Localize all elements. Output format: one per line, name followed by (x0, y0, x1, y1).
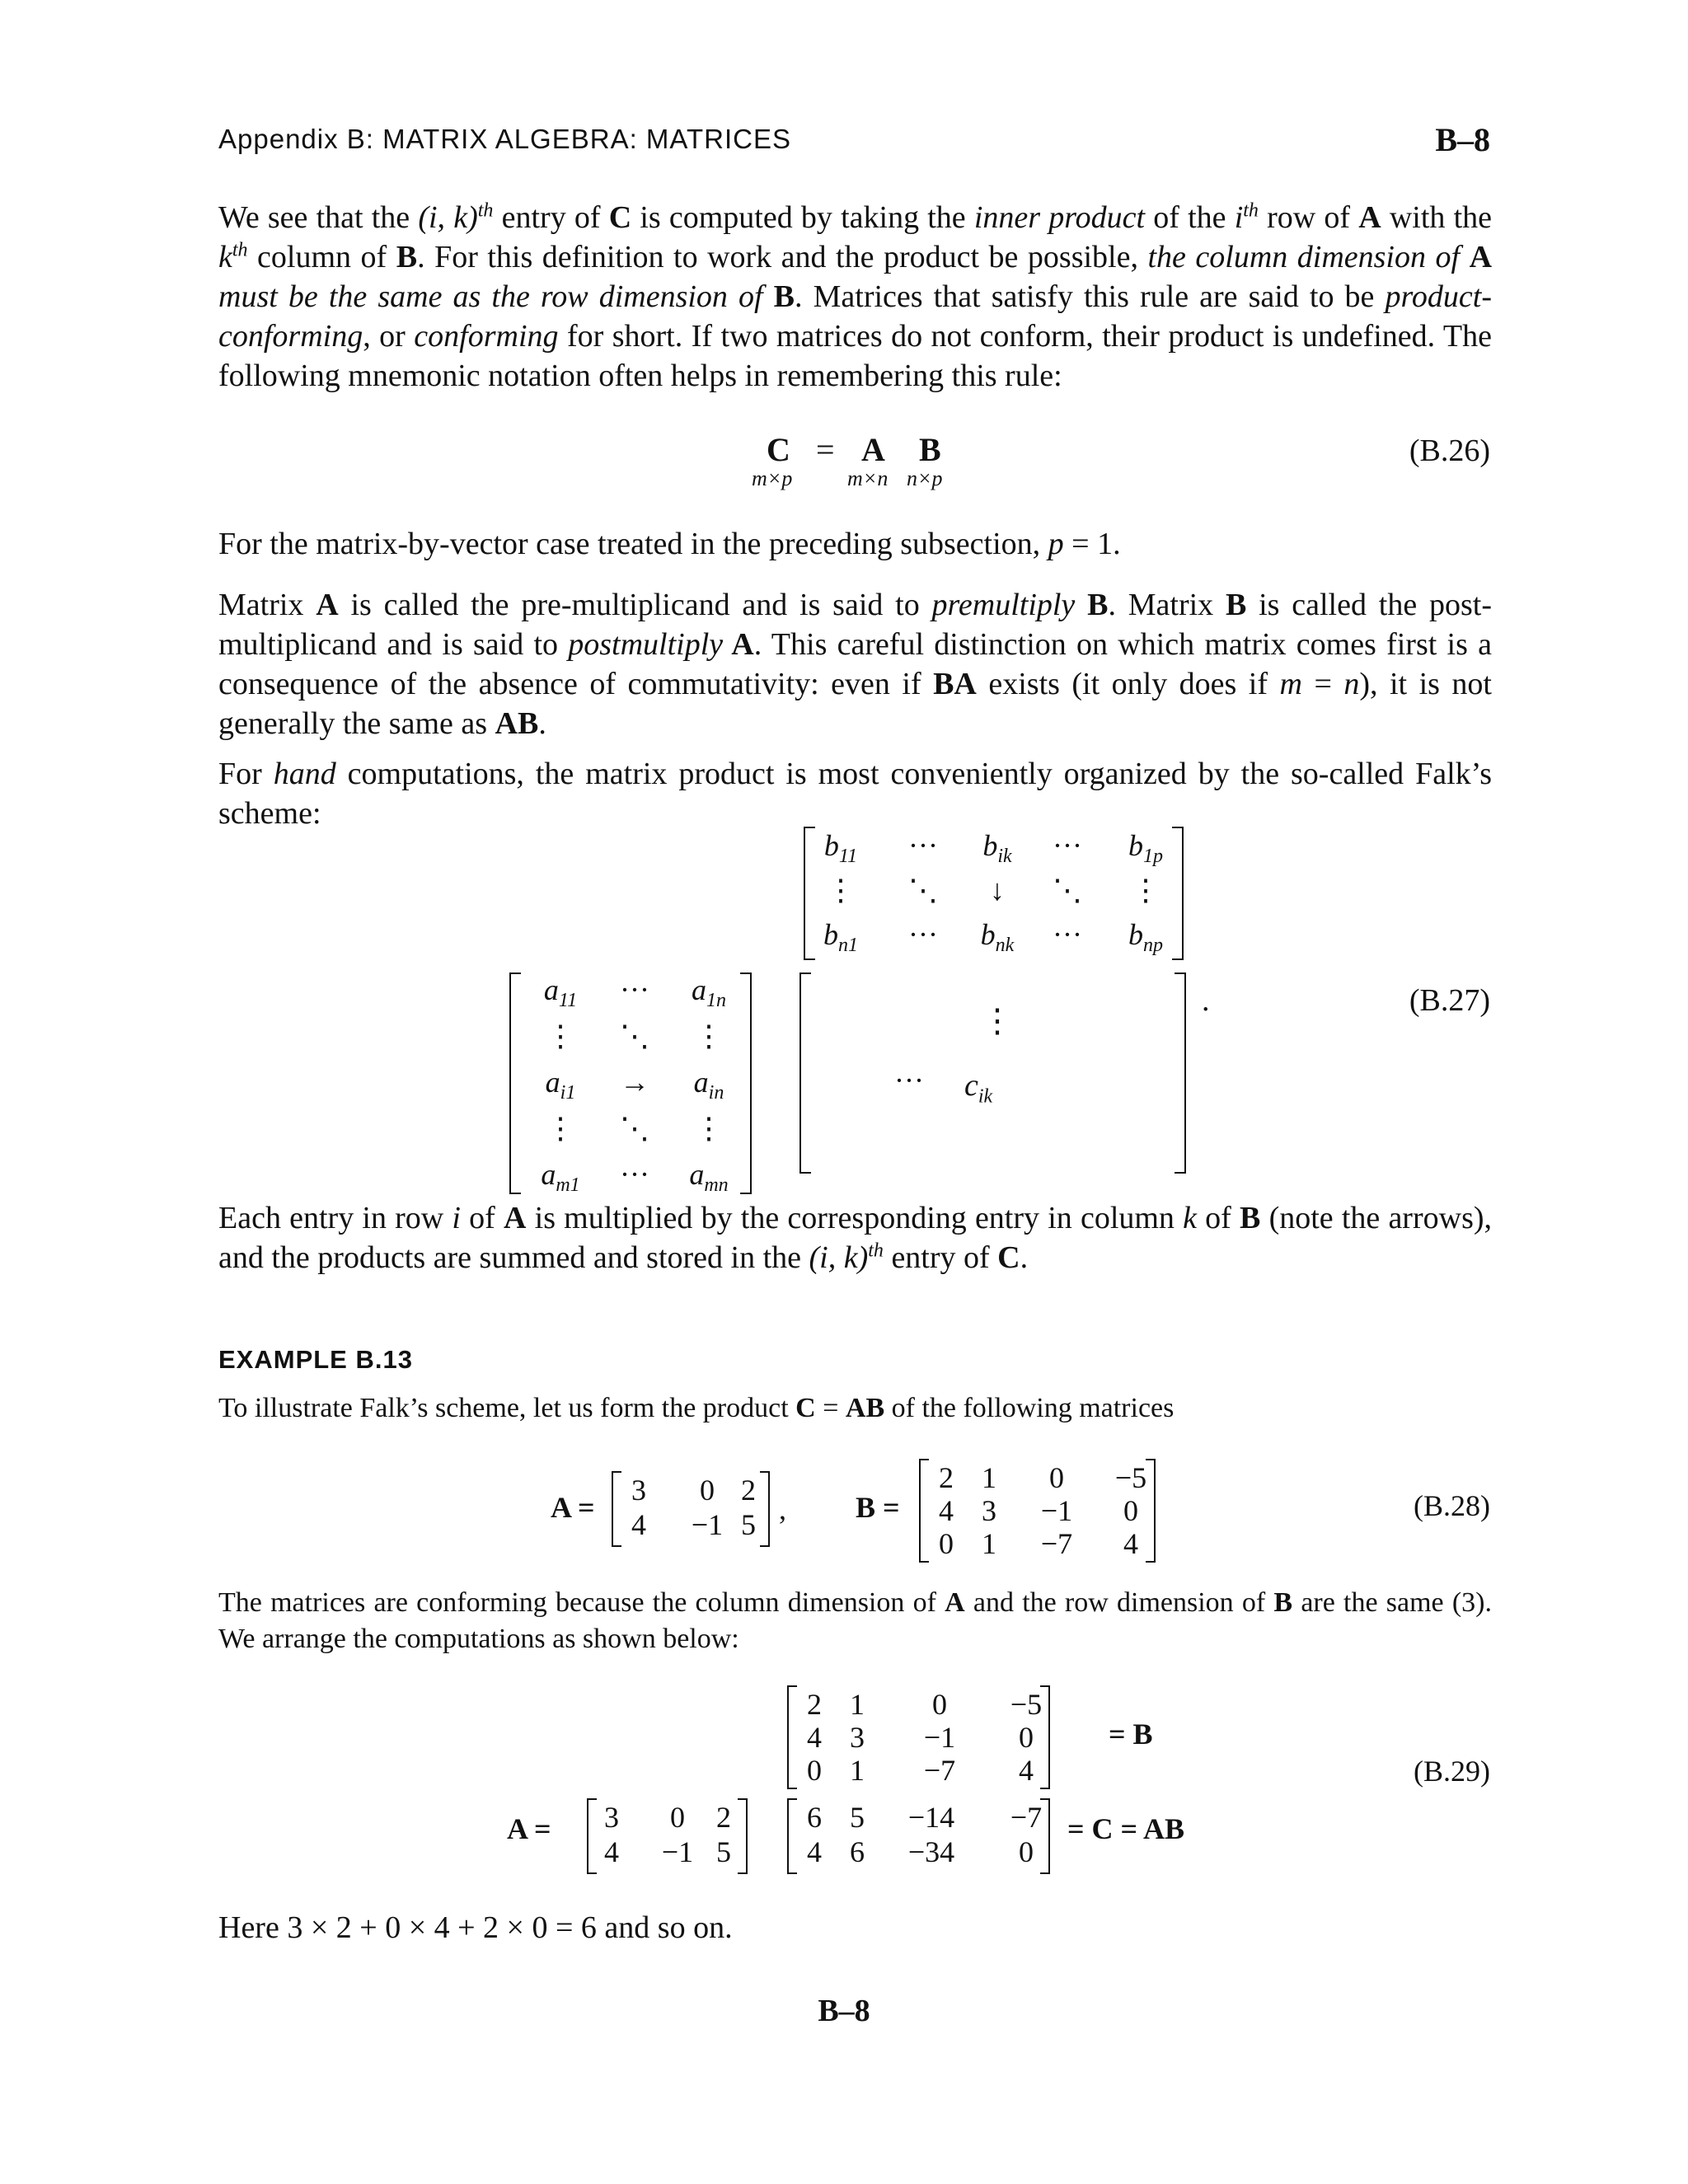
a-general-cell-r3c3: $a_{in}$ (693, 1066, 724, 1104)
matrix-b-cell-r3c3: −7 (1040, 1527, 1073, 1560)
b29-matrix-a-cell-r1c3: 2 (716, 1801, 731, 1834)
matrix-b-cell-r2c2: 3 (982, 1494, 996, 1527)
a-general-cell-r5c1: $a_{m1}$ (541, 1158, 580, 1197)
matrix-a-cell-r1c1: 3 (631, 1474, 646, 1507)
matrix-a-cell-r2c1: 4 (631, 1508, 646, 1541)
matrix-b-cell-r2c3: −1 (1040, 1494, 1073, 1527)
equation-b26: C = A B m×p m×n n×p (752, 431, 943, 490)
b29-matrix-b-cell-r3c4: 4 (1019, 1754, 1034, 1787)
a-general-cell-r1c3: $a_{1n}$ (692, 973, 726, 1012)
a-general-cell-r5c3: $a_{mn}$ (689, 1158, 729, 1197)
example-title: EXAMPLE B.13 (218, 1345, 413, 1374)
a-general-cell-r2c1: ⋮ (546, 1019, 575, 1052)
matrix-separator-comma: , (779, 1493, 786, 1526)
a-general-cell-r4c2: ⋱ (620, 1112, 649, 1145)
b-general-cell-r2c1: ⋮ (826, 874, 856, 907)
b29-matrix-c-cell-r2c3: −34 (907, 1835, 955, 1868)
a-general-cell-r5c2: ··· (620, 1158, 649, 1191)
b-general-cell-r2c3: ↓ (990, 874, 1005, 907)
b29-matrix-c-cell-r2c4: 0 (1019, 1835, 1034, 1868)
running-header-page: B–8 (1435, 121, 1490, 158)
matrix-b-cell-r1c3: 0 (1049, 1461, 1064, 1494)
b29-matrix-b-cell-r2c1: 4 (807, 1721, 822, 1754)
equation-number-b28: (B.28) (1414, 1489, 1490, 1522)
b29-matrix-b-cell-r1c3: 0 (932, 1688, 947, 1721)
paragraph-premultiply: Matrix A is called the pre-multiplicand and is said to premultiply B. Matrix B is called the post-multiplicand and is said to postmultiply A. This careful distinction on which matrix comes first is a consequence of the absence of commutativity: even if BA exists (it only does if m = n), it is not generally the same as AB. (218, 588, 1492, 741)
b29-matrix-c-cell-r1c1: 6 (807, 1801, 822, 1834)
a-general-cell-r1c2: ··· (620, 973, 649, 1006)
matrix-b-cell-r3c1: 0 (939, 1527, 954, 1560)
matrix-b-cell-r1c4: −5 (1114, 1461, 1147, 1494)
a-general-cell-r1c1: $a_{11}$ (543, 973, 578, 1012)
b-general-cell-r1c3: $b_{ik}$ (982, 829, 1012, 868)
b29-matrix-b-cell-r2c2: 3 (850, 1721, 865, 1754)
b29-matrix-c-cell-r2c1: 4 (807, 1835, 822, 1868)
a-general-cell-r4c3: ⋮ (694, 1112, 724, 1145)
b-general-cell-r3c1: $b_{n1}$ (823, 918, 858, 957)
b-general-cell-r3c4: ··· (1053, 918, 1082, 951)
equation-number-b26: (B.26) (1409, 434, 1490, 468)
matrix-b-cell-r1c1: 2 (939, 1461, 954, 1494)
matrix-a-label: A = (551, 1491, 595, 1524)
a-general-cell-r3c2: → (620, 1066, 649, 1099)
b29-matrix-a-cell-r2c2: −1 (661, 1835, 694, 1868)
b29-matrix-a-cell-r1c1: 3 (604, 1801, 619, 1834)
b29-matrix-b-cell-r3c3: −7 (923, 1754, 956, 1787)
paragraph-conforming: The matrices are conforming because the column dimension of A and the row dimension of B are the same (3). We arrange the computations as shown below: (218, 1587, 1492, 1654)
example-intro: To illustrate Falk’s scheme, let us form the product C = AB of the following matrices (218, 1393, 1175, 1423)
b29-b-note: = B (1109, 1718, 1153, 1750)
b-general-cell-r3c5: $b_{np}$ (1128, 918, 1163, 957)
b-general-cell-r1c2: ··· (908, 829, 938, 862)
b29-matrix-b-cell-r1c2: 1 (850, 1688, 865, 1721)
b29-matrix-a-cell-r2c1: 4 (604, 1835, 619, 1868)
c-matrix-vdots: ⋮ (981, 1002, 1014, 1039)
matrix-b-cell-r1c2: 1 (982, 1461, 996, 1494)
b29-matrix-c-cell-r2c2: 6 (850, 1835, 865, 1868)
b29-matrix-b-cell-r2c4: 0 (1019, 1721, 1034, 1754)
matrix-b-label: B = (856, 1491, 900, 1524)
b29-c-note: = C = AB (1067, 1812, 1185, 1845)
matrix-b-cell-r2c4: 0 (1123, 1494, 1138, 1527)
equation-number-b29: (B.29) (1414, 1755, 1490, 1788)
matrix-b-cell-r3c4: 4 (1123, 1527, 1138, 1560)
b-general-cell-r3c3: $b_{nk}$ (980, 918, 1015, 957)
matrix-a-cell-r1c3: 2 (741, 1474, 756, 1507)
c-matrix-hdots: ··· (894, 1064, 924, 1097)
b-general-cell-r2c5: ⋮ (1131, 874, 1160, 907)
paragraph-arrows: Each entry in row i of A is multiplied by the corresponding entry in column k of B (note the arrows), and the products are summed and stored in the (i, k)$^{th}$ entry of C. (218, 1201, 1493, 1275)
matrix-a-cell-r2c3: 5 (741, 1508, 756, 1541)
paragraph-falk-scheme: For hand computations, the matrix product is most conveniently organized by the so-called Falk’s scheme: (218, 757, 1493, 831)
b29-matrix-c-cell-r1c2: 5 (850, 1801, 865, 1834)
matrix-b-cell-r2c1: 4 (939, 1494, 954, 1527)
a-general-cell-r2c2: ⋱ (620, 1019, 649, 1052)
a-general-cell-r4c1: ⋮ (546, 1112, 575, 1145)
running-header-section: Appendix B: MATRIX ALGEBRA: MATRICES (218, 124, 791, 154)
equation-number-b27: (B.27) (1409, 983, 1490, 1018)
matrix-b-cell-r3c2: 1 (982, 1527, 996, 1560)
b29-a-label: A = (507, 1812, 551, 1845)
b29-matrix-b-cell-r3c2: 1 (850, 1754, 865, 1787)
paragraph-matrix-vector: For the matrix-by-vector case treated in the preceding subsection, p = 1. (218, 527, 1121, 561)
matrix-a-cell-r1c2: 0 (700, 1474, 715, 1507)
b29-matrix-a-cell-r1c2: 0 (670, 1801, 685, 1834)
b29-matrix-b-cell-r3c1: 0 (807, 1754, 822, 1787)
equation-b27-period: . (1202, 983, 1210, 1018)
b29-matrix-b-cell-r1c4: −5 (1010, 1688, 1043, 1721)
b-general-cell-r2c2: ⋱ (908, 874, 938, 907)
paragraph-inner-product: We see that the (i, k)$^{th}$ entry of C is computed by taking the inner product of the $i^{th}$ row of A with the $k^{th}$ column of B. For this definition to work and the product be possible, the column dimension of A must be the same as the row dimension of B. Matrices that satisfy this rule are said to be product-conforming, or conforming for short. If two matrices do not conform, their product is undefined. The following mnemonic notation often helps in remembering this rule: (218, 199, 1493, 393)
b29-matrix-c-cell-r1c4: −7 (1010, 1801, 1043, 1834)
b-general-cell-r1c5: $b_{1p}$ (1128, 829, 1163, 868)
b29-matrix-b-cell-r2c3: −1 (923, 1721, 956, 1754)
b29-matrix-a-cell-r2c3: 5 (716, 1835, 731, 1868)
paragraph-example-result: Here 3 × 2 + 0 × 4 + 2 × 0 = 6 and so on. (218, 1910, 733, 1945)
c-matrix-entry-cik: $c_{ik}$ (964, 1068, 993, 1108)
page-footer-number: B–8 (818, 1994, 870, 2028)
b29-matrix-c-cell-r1c3: −14 (907, 1801, 955, 1834)
b-general-cell-r3c2: ··· (908, 918, 938, 951)
a-general-cell-r2c3: ⋮ (694, 1019, 724, 1052)
matrix-a-cell-r2c2: −1 (691, 1508, 724, 1541)
b29-matrix-b-cell-r1c1: 2 (807, 1688, 822, 1721)
b-general-cell-r2c4: ⋱ (1053, 874, 1082, 907)
a-general-cell-r3c1: $a_{i1}$ (545, 1066, 576, 1104)
b-general-cell-r1c1: $b_{11}$ (823, 829, 858, 868)
b-general-cell-r1c4: ··· (1053, 829, 1082, 862)
